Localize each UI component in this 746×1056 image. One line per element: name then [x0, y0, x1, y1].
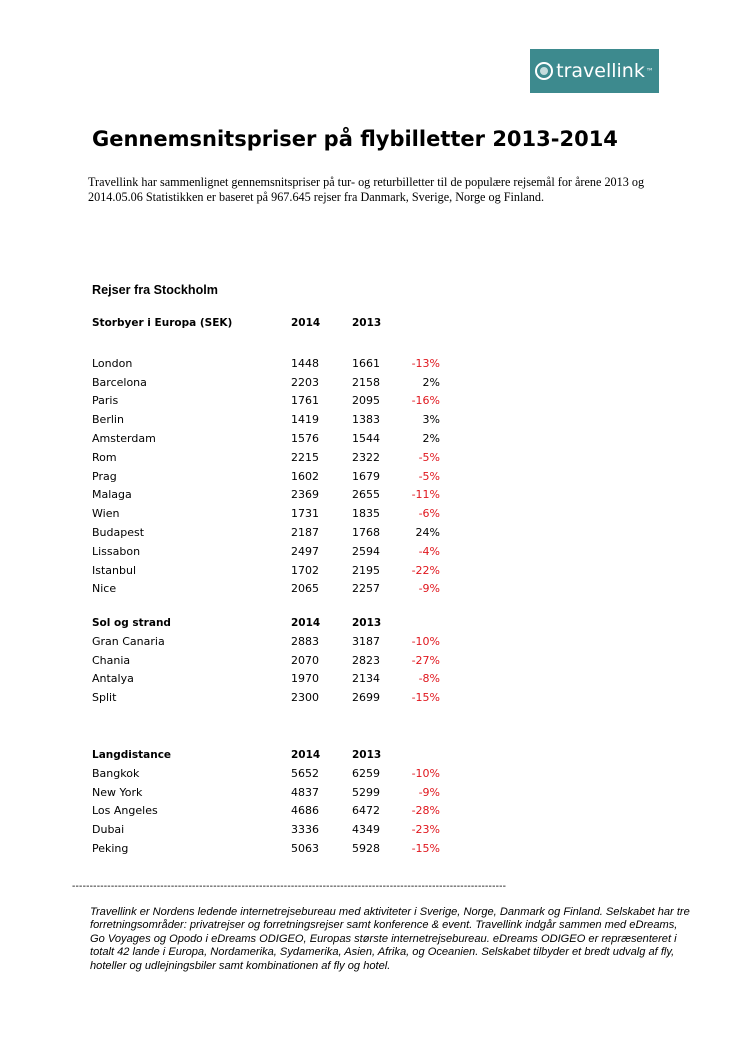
value-2013: 2594	[352, 544, 380, 558]
value-2013: 2823	[352, 653, 380, 667]
table-storbyer	[92, 314, 452, 599]
value-2013: 2655	[352, 488, 380, 502]
header-2013: 2013	[352, 317, 382, 329]
separator-line: ---------------------------------------------------------------------------------------------------------------------------	[72, 881, 507, 892]
value-2013: 2158	[352, 375, 380, 389]
city-name: Lissabon	[92, 544, 141, 558]
value-2014: 4837	[291, 785, 319, 799]
table-header	[92, 614, 452, 633]
percent-change: -10%	[411, 766, 440, 780]
header-2014: 2014	[291, 317, 321, 329]
intro-paragraph: Travellink har sammenlignet gennemsnitspriser på tur- og returbilletter til de populære rejsemål for årene 2013 og 2014.05.06 Statistikken er baseret på 967.645 rejser fra Danmark, Sverige, Norge og Finland.	[88, 175, 645, 204]
value-2014: 1576	[291, 431, 319, 445]
header-name: Sol og strand	[92, 617, 171, 629]
value-2014: 5652	[291, 766, 319, 780]
city-name: Dubai	[92, 823, 125, 837]
header-2013: 2013	[352, 749, 382, 761]
table-row	[92, 411, 452, 430]
page-title: Gennemsnitspriser på flybilletter 2013-2014	[92, 127, 618, 151]
value-2013: 1835	[352, 507, 380, 521]
value-2013: 1544	[352, 431, 380, 445]
value-2014: 2215	[291, 450, 319, 464]
value-2014: 2203	[291, 375, 319, 389]
percent-change: -15%	[411, 691, 440, 705]
city-name: Nice	[92, 582, 117, 596]
percent-change: -4%	[418, 544, 440, 558]
value-2014: 2187	[291, 525, 319, 539]
value-2014: 2369	[291, 488, 319, 502]
percent-change: -6%	[418, 507, 440, 521]
percent-change: -5%	[418, 450, 440, 464]
value-2013: 2322	[352, 450, 380, 464]
percent-change: -16%	[411, 394, 440, 408]
city-name: Antalya	[92, 672, 134, 686]
table-row	[92, 524, 452, 543]
value-2013: 2095	[352, 394, 380, 408]
city-name: New York	[92, 785, 143, 799]
table-row	[92, 374, 452, 393]
table-langdistance	[92, 746, 452, 859]
value-2013: 1383	[352, 413, 380, 427]
table-header	[92, 314, 452, 333]
percent-change: -5%	[418, 469, 440, 483]
header-2014: 2014	[291, 749, 321, 761]
table-row	[92, 670, 452, 689]
value-2013: 4349	[352, 823, 380, 837]
value-2014: 1602	[291, 469, 319, 483]
table-row	[92, 765, 452, 784]
city-name: Amsterdam	[92, 431, 156, 445]
table-header	[92, 746, 452, 765]
city-name: Split	[92, 691, 117, 705]
table-row	[92, 580, 452, 599]
value-2014: 5063	[291, 841, 319, 855]
header-name: Langdistance	[92, 749, 172, 761]
table-row	[92, 355, 452, 374]
percent-change: -10%	[411, 634, 440, 648]
table-sol-og-strand	[92, 614, 452, 708]
table-row	[92, 430, 452, 449]
value-2013: 1679	[352, 469, 380, 483]
table-row	[92, 840, 452, 859]
city-name: Bangkok	[92, 766, 140, 780]
city-name: Chania	[92, 653, 131, 667]
table-row	[92, 562, 452, 581]
city-name: Istanbul	[92, 563, 137, 577]
city-name: Los Angeles	[92, 804, 158, 818]
value-2013: 2195	[352, 563, 380, 577]
city-name: Peking	[92, 841, 129, 855]
value-2013: 3187	[352, 634, 380, 648]
percent-change: -8%	[418, 672, 440, 686]
city-name: Gran Canaria	[92, 634, 165, 648]
value-2013: 2134	[352, 672, 380, 686]
value-2014: 2497	[291, 544, 319, 558]
logo-text: travellink	[556, 60, 645, 82]
table-row	[92, 784, 452, 803]
table-row	[92, 486, 452, 505]
table-row	[92, 505, 452, 524]
table-row	[92, 543, 452, 562]
table-row	[92, 633, 452, 652]
percent-change: -9%	[418, 582, 440, 596]
table-row	[92, 449, 452, 468]
trademark-symbol: ™	[645, 66, 654, 76]
percent-change: -11%	[411, 488, 440, 502]
table-row	[92, 689, 452, 708]
percent-change: -9%	[418, 785, 440, 799]
table-row	[92, 392, 452, 411]
value-2014: 1761	[291, 394, 319, 408]
travellink-logo	[530, 49, 659, 93]
value-2013: 1661	[352, 356, 380, 370]
table-row	[92, 821, 452, 840]
value-2013: 6472	[352, 804, 380, 818]
value-2013: 5299	[352, 785, 380, 799]
value-2013: 6259	[352, 766, 380, 780]
value-2014: 4686	[291, 804, 319, 818]
header-2014: 2014	[291, 617, 321, 629]
city-name: Budapest	[92, 525, 145, 539]
city-name: Paris	[92, 394, 119, 408]
value-2014: 2883	[291, 634, 319, 648]
table-row	[92, 802, 452, 821]
value-2013: 2699	[352, 691, 380, 705]
footer-paragraph: Travellink er Nordens ledende internetrejsebureau med aktiviteter i Sverige, Norge, Danmark og Finland. Selskabet har tre forretningsområder: privatrejser og forretningsrejser samt konference & event. Travellink indgår sammen med eDreams, Go Voyages og Opodo i eDreams ODIGEO, Europas største internetrejsebureau. eDreams ODIGEO er repræsenteret i totalt 42 lande i Europa, Nordamerika, Sydamerika, Asien, Afrika, og Oceanien. Selskabet tilbyder et bredt udvalg af fly, hoteller og udlejningsbiler samt kombinationen af fly og hotel.	[90, 906, 690, 972]
value-2014: 1448	[291, 356, 319, 370]
value-2014: 1970	[291, 672, 319, 686]
value-2014: 1731	[291, 507, 319, 521]
percent-change: -13%	[411, 356, 440, 370]
value-2014: 2300	[291, 691, 319, 705]
city-name: Rom	[92, 450, 117, 464]
city-name: Malaga	[92, 488, 132, 502]
percent-change: -22%	[411, 563, 440, 577]
value-2014: 1702	[291, 563, 319, 577]
percent-change: 3%	[422, 413, 440, 427]
city-name: Prag	[92, 469, 117, 483]
percent-change: 2%	[422, 375, 440, 389]
city-name: Berlin	[92, 413, 124, 427]
value-2013: 1768	[352, 525, 380, 539]
percent-change: -28%	[411, 804, 440, 818]
percent-change: 24%	[415, 525, 440, 539]
section-title: Rejser fra Stockholm	[92, 283, 218, 297]
value-2014: 2070	[291, 653, 319, 667]
value-2014: 1419	[291, 413, 319, 427]
value-2014: 3336	[291, 823, 319, 837]
city-name: London	[92, 356, 133, 370]
value-2013: 5928	[352, 841, 380, 855]
city-name: Barcelona	[92, 375, 147, 389]
globe-icon	[535, 62, 553, 80]
value-2014: 2065	[291, 582, 319, 596]
percent-change: -27%	[411, 653, 440, 667]
city-name: Wien	[92, 507, 120, 521]
percent-change: -15%	[411, 841, 440, 855]
percent-change: 2%	[422, 431, 440, 445]
table-row	[92, 652, 452, 671]
percent-change: -23%	[411, 823, 440, 837]
header-2013: 2013	[352, 617, 382, 629]
table-row	[92, 468, 452, 487]
header-name: Storbyer i Europa (SEK)	[92, 317, 233, 329]
value-2013: 2257	[352, 582, 380, 596]
